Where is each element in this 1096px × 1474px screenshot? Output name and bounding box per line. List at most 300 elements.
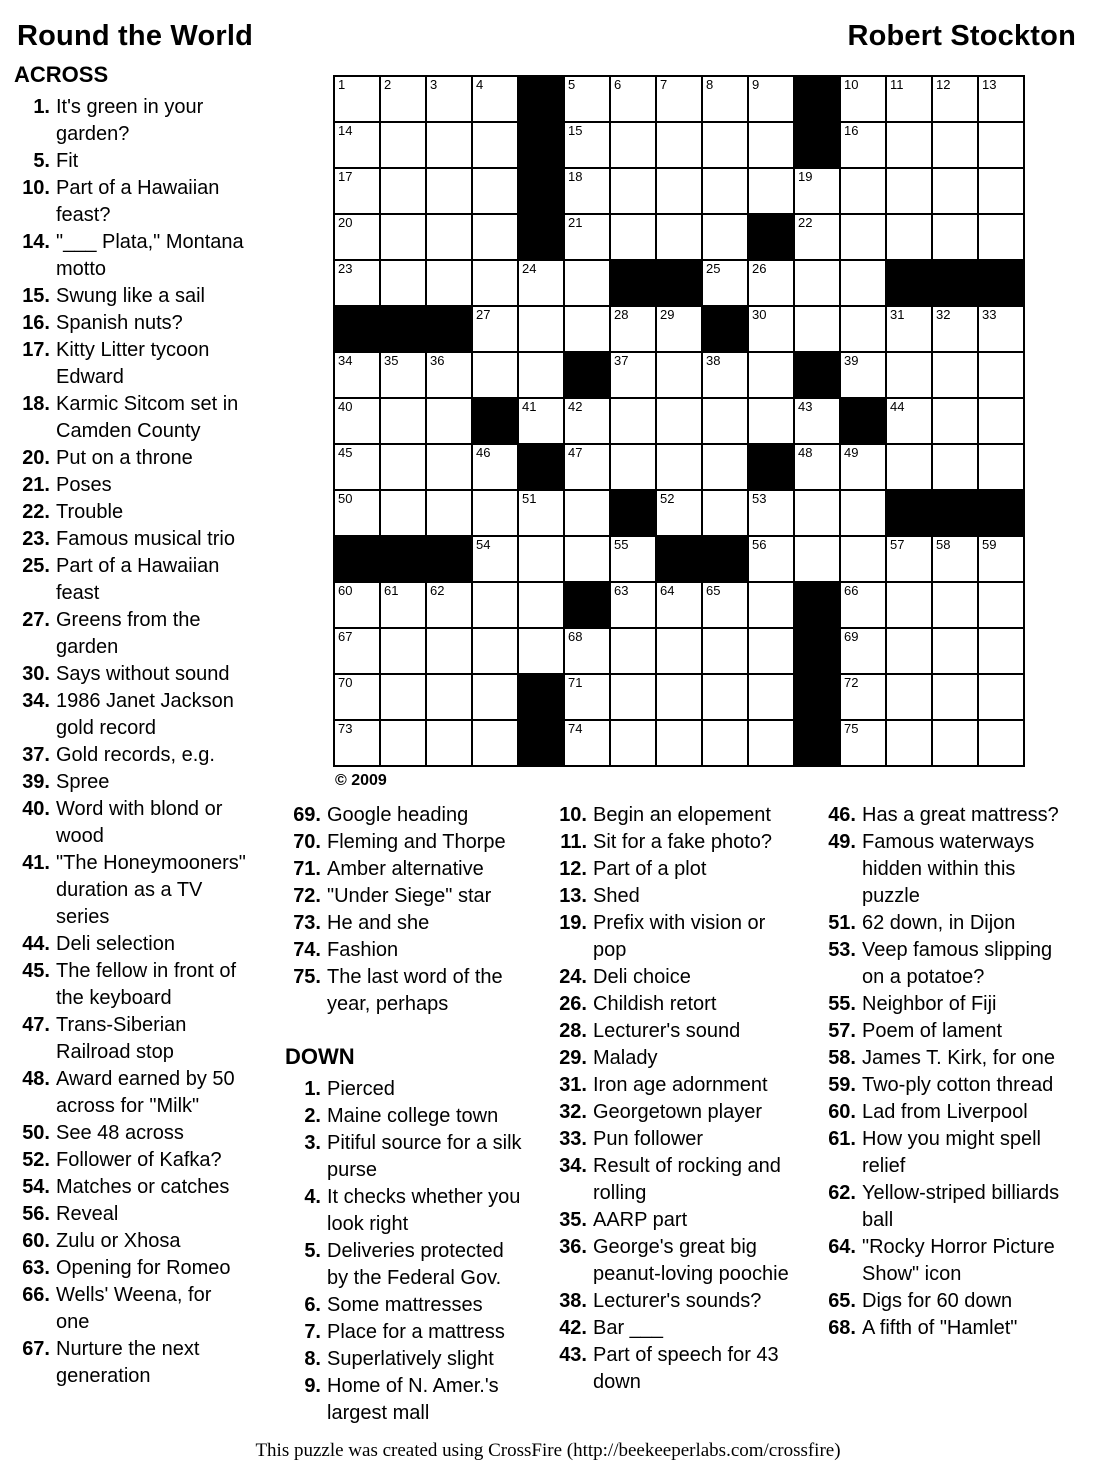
grid-cell-r10c2[interactable] — [381, 491, 425, 535]
clue-text: Deli choice — [593, 966, 691, 988]
grid-cell-r11c9 — [703, 537, 747, 581]
grid-cell-r6c7[interactable] — [611, 307, 655, 351]
grid-cell-r11c4[interactable] — [473, 537, 517, 581]
grid-cell-r4c1[interactable] — [335, 215, 379, 259]
grid-cell-r15c10[interactable] — [749, 721, 793, 765]
clue-number: 57. — [828, 1020, 856, 1042]
grid-cell-r3c10[interactable] — [749, 169, 793, 213]
clue-down-65 — [818, 1288, 1070, 1315]
grid-cell-r7c9[interactable] — [703, 353, 747, 397]
clue-text: Pitiful source for a silk purse — [327, 1132, 522, 1181]
grid-cell-r11c12[interactable] — [841, 537, 885, 581]
grid-cell-r4c7[interactable] — [611, 215, 655, 259]
grid-cell-r6c8[interactable] — [657, 307, 701, 351]
clue-number: 20. — [22, 447, 50, 469]
grid-cell-r2c15[interactable] — [979, 123, 1023, 167]
clue-number: 49. — [828, 831, 856, 853]
grid-cell-r3c8[interactable] — [657, 169, 701, 213]
grid-cell-r3c13[interactable] — [887, 169, 931, 213]
cell-number: 2 — [384, 77, 392, 92]
grid-cell-r15c1[interactable] — [335, 721, 379, 765]
grid-cell-r14c1[interactable] — [335, 675, 379, 719]
grid-cell-r13c15[interactable] — [979, 629, 1023, 673]
grid-cell-r12c12[interactable] — [841, 583, 885, 627]
grid-cell-r7c3[interactable] — [427, 353, 471, 397]
grid-cell-r3c3[interactable] — [427, 169, 471, 213]
grid-cell-r4c8[interactable] — [657, 215, 701, 259]
grid-cell-r11c7[interactable] — [611, 537, 655, 581]
clue-number: 26. — [559, 993, 587, 1015]
grid-cell-r9c2[interactable] — [381, 445, 425, 489]
clue-text: Maine college town — [327, 1105, 499, 1127]
grid-cell-r2c8[interactable] — [657, 123, 701, 167]
cell-number: 47 — [568, 445, 583, 460]
grid-cell-r14c5 — [519, 675, 563, 719]
grid-cell-r8c3[interactable] — [427, 399, 471, 443]
grid-cell-r8c13[interactable] — [887, 399, 931, 443]
grid-cell-r2c9[interactable] — [703, 123, 747, 167]
grid-cell-r3c11[interactable] — [795, 169, 839, 213]
clue-down-11 — [549, 829, 793, 856]
grid-cell-r5c7 — [611, 261, 655, 305]
grid-cell-r7c5[interactable] — [519, 353, 563, 397]
grid-cell-r7c4[interactable] — [473, 353, 517, 397]
clue-text: Fashion — [327, 939, 399, 961]
grid-cell-r5c9[interactable] — [703, 261, 747, 305]
grid-cell-r1c2[interactable] — [381, 77, 425, 121]
grid-cell-r11c6[interactable] — [565, 537, 609, 581]
grid-cell-r10c11[interactable] — [795, 491, 839, 535]
cell-number: 69 — [844, 629, 859, 644]
cell-number: 49 — [844, 445, 859, 460]
clue-text: Greens from the garden — [56, 609, 201, 658]
clue-number: 15. — [22, 285, 50, 307]
clue-across-66 — [12, 1282, 250, 1336]
clue-down-49 — [818, 829, 1070, 910]
grid-cell-r14c9[interactable] — [703, 675, 747, 719]
grid-cell-r5c5[interactable] — [519, 261, 563, 305]
clue-across-1 — [12, 94, 250, 148]
cell-number: 56 — [752, 537, 767, 552]
clue-text: He and she — [327, 912, 430, 934]
cell-number: 66 — [844, 583, 859, 598]
grid-cell-r11c10[interactable] — [749, 537, 793, 581]
grid-cell-r1c13[interactable] — [887, 77, 931, 121]
grid-cell-r2c10[interactable] — [749, 123, 793, 167]
clue-across-71 — [283, 856, 527, 883]
grid-cell-r10c9[interactable] — [703, 491, 747, 535]
grid-cell-r13c12[interactable] — [841, 629, 885, 673]
grid-cell-r15c4[interactable] — [473, 721, 517, 765]
grid-cell-r1c7[interactable] — [611, 77, 655, 121]
grid-cell-r1c8[interactable] — [657, 77, 701, 121]
clue-down-53 — [818, 937, 1070, 991]
grid-cell-r12c3[interactable] — [427, 583, 471, 627]
clue-across-18 — [12, 391, 250, 445]
grid-cell-r6c6[interactable] — [565, 307, 609, 351]
clue-across-16 — [12, 310, 250, 337]
grid-cell-r11c15[interactable] — [979, 537, 1023, 581]
grid-cell-r11c8 — [657, 537, 701, 581]
clue-number: 42. — [559, 1317, 587, 1339]
grid-cell-r7c8[interactable] — [657, 353, 701, 397]
clue-text: Some mattresses — [327, 1294, 483, 1316]
grid-cell-r11c14[interactable] — [933, 537, 977, 581]
grid-cell-r4c4[interactable] — [473, 215, 517, 259]
grid-cell-r14c10[interactable] — [749, 675, 793, 719]
grid-cell-r15c13[interactable] — [887, 721, 931, 765]
clue-number: 21. — [22, 474, 50, 496]
grid-cell-r2c2[interactable] — [381, 123, 425, 167]
clue-number: 5. — [304, 1240, 321, 1262]
cell-number: 54 — [476, 537, 491, 552]
grid-cell-r2c3[interactable] — [427, 123, 471, 167]
grid-cell-r3c5 — [519, 169, 563, 213]
cell-number: 31 — [890, 307, 905, 322]
grid-cell-r15c8[interactable] — [657, 721, 701, 765]
grid-cell-r6c10[interactable] — [749, 307, 793, 351]
clue-number: 11. — [560, 831, 587, 853]
clue-across-10 — [12, 175, 250, 229]
grid-cell-r1c14[interactable] — [933, 77, 977, 121]
grid-cell-r9c7[interactable] — [611, 445, 655, 489]
grid-cell-r7c13[interactable] — [887, 353, 931, 397]
grid-cell-r6c15[interactable] — [979, 307, 1023, 351]
grid-cell-r7c1[interactable] — [335, 353, 379, 397]
grid-cell-r11c13[interactable] — [887, 537, 931, 581]
grid-cell-r7c6 — [565, 353, 609, 397]
clue-text: It checks whether you look right — [327, 1186, 521, 1235]
grid-cell-r13c6[interactable] — [565, 629, 609, 673]
grid-cell-r12c10[interactable] — [749, 583, 793, 627]
grid-cell-r14c15[interactable] — [979, 675, 1023, 719]
grid-cell-r12c14[interactable] — [933, 583, 977, 627]
grid-cell-r4c15[interactable] — [979, 215, 1023, 259]
grid-cell-r8c10[interactable] — [749, 399, 793, 443]
grid-cell-r3c14[interactable] — [933, 169, 977, 213]
clue-number: 70. — [293, 831, 321, 853]
grid-cell-r1c4[interactable] — [473, 77, 517, 121]
grid-cell-r5c10[interactable] — [749, 261, 793, 305]
clue-across-47 — [12, 1012, 250, 1066]
grid-cell-r13c1[interactable] — [335, 629, 379, 673]
grid-cell-r5c4[interactable] — [473, 261, 517, 305]
grid-cell-r4c3[interactable] — [427, 215, 471, 259]
down-clue-list-1 — [283, 1076, 527, 1427]
grid-cell-r14c14[interactable] — [933, 675, 977, 719]
clue-text: Yellow-striped billiards ball — [862, 1182, 1060, 1231]
cell-number: 38 — [706, 353, 721, 368]
clue-number: 58. — [828, 1047, 856, 1069]
clue-across-50 — [12, 1120, 250, 1147]
grid-cell-r10c5[interactable] — [519, 491, 563, 535]
grid-cell-r12c9[interactable] — [703, 583, 747, 627]
clue-across-56 — [12, 1201, 250, 1228]
grid-cell-r15c9[interactable] — [703, 721, 747, 765]
grid-cell-r9c14[interactable] — [933, 445, 977, 489]
grid-cell-r5c1[interactable] — [335, 261, 379, 305]
down-clue-list-3 — [818, 802, 1070, 1342]
grid-cell-r9c4[interactable] — [473, 445, 517, 489]
grid-cell-r12c13[interactable] — [887, 583, 931, 627]
grid-cell-r15c6[interactable] — [565, 721, 609, 765]
grid-cell-r15c3[interactable] — [427, 721, 471, 765]
grid-cell-r2c4[interactable] — [473, 123, 517, 167]
grid-cell-r3c6[interactable] — [565, 169, 609, 213]
grid-cell-r9c9[interactable] — [703, 445, 747, 489]
grid-cell-r9c6[interactable] — [565, 445, 609, 489]
down-heading: DOWN — [285, 1044, 355, 1069]
grid-cell-r10c15 — [979, 491, 1023, 535]
grid-cell-r2c7[interactable] — [611, 123, 655, 167]
grid-cell-r13c14[interactable] — [933, 629, 977, 673]
grid-cell-r2c14[interactable] — [933, 123, 977, 167]
grid-cell-r9c11[interactable] — [795, 445, 839, 489]
grid-cell-r5c6[interactable] — [565, 261, 609, 305]
grid-cell-r8c6[interactable] — [565, 399, 609, 443]
grid-cell-r4c14[interactable] — [933, 215, 977, 259]
grid-cell-r13c2[interactable] — [381, 629, 425, 673]
clue-text: Bar ___ — [593, 1317, 664, 1339]
grid-cell-r15c15[interactable] — [979, 721, 1023, 765]
grid-cell-r10c6[interactable] — [565, 491, 609, 535]
grid-cell-r2c13[interactable] — [887, 123, 931, 167]
grid-cell-r13c13[interactable] — [887, 629, 931, 673]
clue-down-42 — [549, 1315, 793, 1342]
clue-text: Reveal — [56, 1203, 119, 1225]
grid-cell-r5c2[interactable] — [381, 261, 425, 305]
grid-cell-r6c4[interactable] — [473, 307, 517, 351]
clue-down-34 — [549, 1153, 793, 1207]
grid-cell-r14c12[interactable] — [841, 675, 885, 719]
grid-cell-r15c12[interactable] — [841, 721, 885, 765]
cell-number: 44 — [890, 399, 905, 414]
clue-text: Part of a plot — [593, 858, 707, 880]
grid-cell-r1c3[interactable] — [427, 77, 471, 121]
grid-cell-r12c5[interactable] — [519, 583, 563, 627]
grid-cell-r1c6[interactable] — [565, 77, 609, 121]
grid-cell-r13c8[interactable] — [657, 629, 701, 673]
cell-number: 10 — [844, 77, 859, 92]
grid-cell-r8c7[interactable] — [611, 399, 655, 443]
clue-number: 16. — [22, 312, 50, 334]
grid-cell-r2c1[interactable] — [335, 123, 379, 167]
grid-cell-r12c15[interactable] — [979, 583, 1023, 627]
cell-number: 16 — [844, 123, 859, 138]
clue-across-44 — [12, 931, 250, 958]
grid-cell-r3c12[interactable] — [841, 169, 885, 213]
cell-number: 6 — [614, 77, 622, 92]
clue-text: Fleming and Thorpe — [327, 831, 506, 853]
clue-down-29 — [549, 1045, 793, 1072]
clue-text: "Rocky Horror Picture Show" icon — [862, 1236, 1055, 1285]
clue-across-23 — [12, 526, 250, 553]
clue-number: 47. — [22, 1014, 50, 1036]
grid-cell-r3c2[interactable] — [381, 169, 425, 213]
cell-number: 53 — [752, 491, 767, 506]
grid-cell-r6c12[interactable] — [841, 307, 885, 351]
grid-cell-r3c7[interactable] — [611, 169, 655, 213]
grid-cell-r7c2[interactable] — [381, 353, 425, 397]
grid-cell-r8c14[interactable] — [933, 399, 977, 443]
cell-number: 67 — [338, 629, 353, 644]
clue-down-46 — [818, 802, 1070, 829]
clue-text: AARP part — [593, 1209, 688, 1231]
grid-cell-r8c5[interactable] — [519, 399, 563, 443]
grid-cell-r3c1[interactable] — [335, 169, 379, 213]
grid-cell-r8c2[interactable] — [381, 399, 425, 443]
cell-number: 57 — [890, 537, 905, 552]
grid-cell-r8c1[interactable] — [335, 399, 379, 443]
cell-number: 18 — [568, 169, 583, 184]
grid-cell-r8c9[interactable] — [703, 399, 747, 443]
clue-text: Lad from Liverpool — [862, 1101, 1028, 1123]
grid-cell-r1c1[interactable] — [335, 77, 379, 121]
grid-cell-r7c15[interactable] — [979, 353, 1023, 397]
grid-cell-r6c11[interactable] — [795, 307, 839, 351]
clue-text: A fifth of "Hamlet" — [862, 1317, 1018, 1339]
grid-cell-r6c13[interactable] — [887, 307, 931, 351]
grid-cell-r13c3[interactable] — [427, 629, 471, 673]
grid-cell-r5c11[interactable] — [795, 261, 839, 305]
grid-cell-r6c14[interactable] — [933, 307, 977, 351]
grid-cell-r5c14 — [933, 261, 977, 305]
clue-across-15 — [12, 283, 250, 310]
cell-number: 4 — [476, 77, 484, 92]
grid-cell-r8c11[interactable] — [795, 399, 839, 443]
clue-text: The last word of the year, perhaps — [327, 966, 503, 1015]
clue-number: 29. — [559, 1047, 587, 1069]
across-clues-column — [12, 62, 250, 1390]
grid-cell-r9c15[interactable] — [979, 445, 1023, 489]
clue-across-37 — [12, 742, 250, 769]
grid-cell-r2c12[interactable] — [841, 123, 885, 167]
clue-text: Kitty Litter tycoon Edward — [56, 339, 210, 388]
grid-cell-r12c4[interactable] — [473, 583, 517, 627]
grid-cell-r5c3[interactable] — [427, 261, 471, 305]
grid-cell-r7c7[interactable] — [611, 353, 655, 397]
cell-number: 52 — [660, 491, 675, 506]
clue-text: Begin an elopement — [593, 804, 771, 826]
grid-cell-r9c13[interactable] — [887, 445, 931, 489]
grid-cell-r10c12[interactable] — [841, 491, 885, 535]
clue-down-28 — [549, 1018, 793, 1045]
grid-cell-r15c2[interactable] — [381, 721, 425, 765]
grid-cell-r12c1[interactable] — [335, 583, 379, 627]
grid-cell-r10c13 — [887, 491, 931, 535]
grid-cell-r14c13[interactable] — [887, 675, 931, 719]
grid-cell-r13c9[interactable] — [703, 629, 747, 673]
clue-text: Famous musical trio — [56, 528, 235, 550]
clue-number: 12. — [559, 858, 587, 880]
grid-cell-r9c3[interactable] — [427, 445, 471, 489]
grid-cell-r1c10[interactable] — [749, 77, 793, 121]
grid-cell-r14c8[interactable] — [657, 675, 701, 719]
grid-cell-r4c6[interactable] — [565, 215, 609, 259]
grid-cell-r13c10[interactable] — [749, 629, 793, 673]
clue-number: 35. — [559, 1209, 587, 1231]
clue-across-20 — [12, 445, 250, 472]
grid-cell-r10c4[interactable] — [473, 491, 517, 535]
grid-cell-r14c7[interactable] — [611, 675, 655, 719]
clue-down-58 — [818, 1045, 1070, 1072]
grid-cell-r4c13[interactable] — [887, 215, 931, 259]
grid-cell-r8c15[interactable] — [979, 399, 1023, 443]
clue-number: 18. — [22, 393, 50, 415]
clue-text: Poses — [56, 474, 112, 496]
grid-cell-r6c5[interactable] — [519, 307, 563, 351]
grid-cell-r15c14[interactable] — [933, 721, 977, 765]
grid-cell-r10c1[interactable] — [335, 491, 379, 535]
clue-number: 72. — [293, 885, 321, 907]
grid-cell-r1c12[interactable] — [841, 77, 885, 121]
grid-cell-r10c10[interactable] — [749, 491, 793, 535]
grid-cell-r8c8[interactable] — [657, 399, 701, 443]
grid-cell-r3c9[interactable] — [703, 169, 747, 213]
clue-number: 69. — [293, 804, 321, 826]
grid-cell-r5c12[interactable] — [841, 261, 885, 305]
grid-cell-r15c7[interactable] — [611, 721, 655, 765]
clue-number: 50. — [22, 1122, 50, 1144]
cell-number: 35 — [384, 353, 399, 368]
grid-cell-r14c6[interactable] — [565, 675, 609, 719]
cell-number: 8 — [706, 77, 714, 92]
cell-number: 27 — [476, 307, 491, 322]
grid-cell-r2c6[interactable] — [565, 123, 609, 167]
grid-cell-r1c5 — [519, 77, 563, 121]
cell-number: 11 — [890, 77, 904, 92]
grid-cell-r4c12[interactable] — [841, 215, 885, 259]
grid-cell-r7c10[interactable] — [749, 353, 793, 397]
grid-cell-r14c4[interactable] — [473, 675, 517, 719]
grid-cell-r4c9[interactable] — [703, 215, 747, 259]
grid-cell-r12c2[interactable] — [381, 583, 425, 627]
grid-cell-r12c7[interactable] — [611, 583, 655, 627]
clue-text: Iron age adornment — [593, 1074, 768, 1096]
clue-number: 24. — [559, 966, 587, 988]
grid-cell-r3c4[interactable] — [473, 169, 517, 213]
clue-across-69 — [283, 802, 527, 829]
grid-cell-r1c9[interactable] — [703, 77, 747, 121]
grid-cell-r11c11[interactable] — [795, 537, 839, 581]
grid-cell-r12c8[interactable] — [657, 583, 701, 627]
grid-cell-r3c15[interactable] — [979, 169, 1023, 213]
grid-cell-r11c5[interactable] — [519, 537, 563, 581]
grid-cell-r14c2[interactable] — [381, 675, 425, 719]
grid-cell-r8c4 — [473, 399, 517, 443]
grid-cell-r10c8[interactable] — [657, 491, 701, 535]
grid-cell-r9c1[interactable] — [335, 445, 379, 489]
grid-cell-r1c15[interactable] — [979, 77, 1023, 121]
grid-cell-r7c12[interactable] — [841, 353, 885, 397]
grid-cell-r13c7[interactable] — [611, 629, 655, 673]
grid-cell-r7c14[interactable] — [933, 353, 977, 397]
grid-cell-r4c2[interactable] — [381, 215, 425, 259]
clue-number: 65. — [828, 1290, 856, 1312]
grid-cell-r14c3[interactable] — [427, 675, 471, 719]
clue-down-2 — [283, 1103, 527, 1130]
grid-cell-r4c11[interactable] — [795, 215, 839, 259]
grid-cell-r9c12[interactable] — [841, 445, 885, 489]
grid-cell-r9c8[interactable] — [657, 445, 701, 489]
cell-number: 74 — [568, 721, 583, 736]
clue-number: 71. — [293, 858, 321, 880]
cell-number: 32 — [936, 307, 951, 322]
grid-cell-r13c4[interactable] — [473, 629, 517, 673]
grid-cell-r13c5[interactable] — [519, 629, 563, 673]
grid-cell-r10c3[interactable] — [427, 491, 471, 535]
clue-down-43 — [549, 1342, 793, 1396]
